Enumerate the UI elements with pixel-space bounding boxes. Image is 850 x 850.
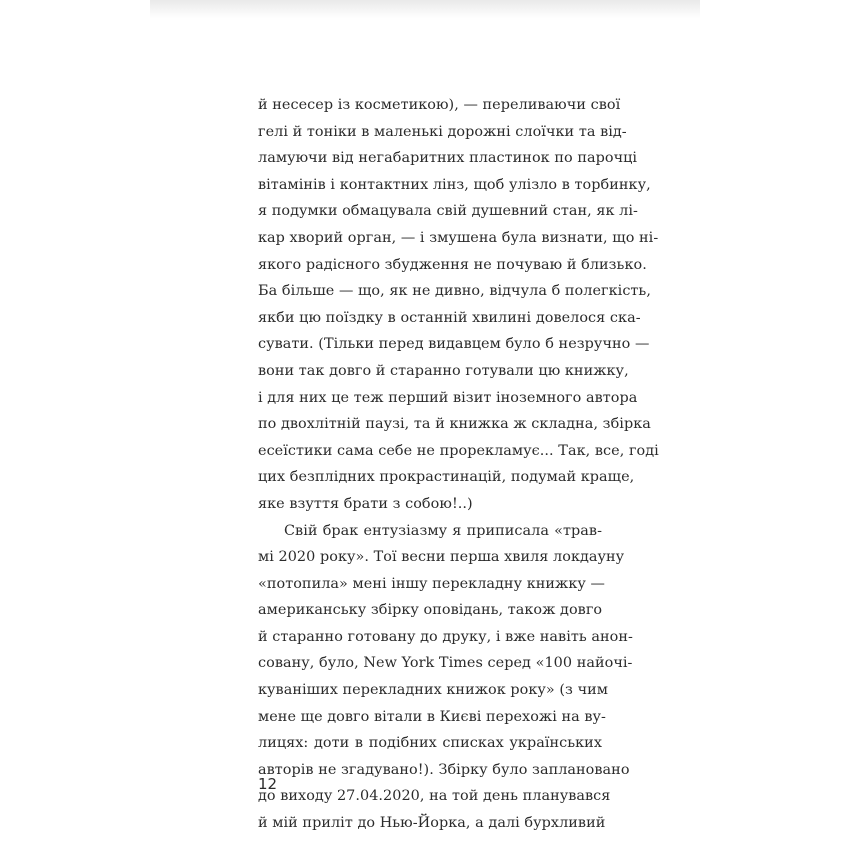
text-line: якби цю поїздку в останній хвилині довелося ска-	[258, 309, 641, 326]
text-line: совану, було, New York Times серед «100 найочі-	[258, 655, 633, 672]
scan-edge-shadow	[150, 0, 700, 18]
text-line: мене ще довго вітали в Києві перехожі на ву-	[258, 708, 606, 725]
text-line: по двохлітній паузі, та й книжка ж складна, збірка	[258, 416, 651, 433]
text-line-paragraph-start: Свій брак ентузіазму я приписала «трав-	[284, 522, 602, 539]
text-line: Ба більше — що, як не дивно, відчула б полегкість,	[258, 283, 651, 300]
text-line: мі 2020 року». Тої весни перша хвиля локдауну	[258, 549, 625, 566]
text-line: й старанно готовану до друку, і вже навіть анон-	[258, 628, 633, 645]
text-line-paragraph-end: яке взуття брати з собою!..)	[258, 495, 473, 512]
page-number: 12	[258, 775, 278, 793]
text-line: і для них це теж перший візит іноземного автора	[258, 389, 638, 406]
body-text	[258, 92, 659, 837]
text-line: я подумки обмацувала свій душевний стан, як лі-	[258, 203, 638, 220]
text-line: до виходу 27.04.2020, на той день планувався	[258, 788, 611, 805]
text-line: вони так довго й старанно готували цю книжку,	[258, 362, 629, 379]
text-line: гелі й тоніки в маленькі дорожні слоїчки та від-	[258, 123, 627, 140]
text-line: лицях: доти в подібних списках українських	[258, 735, 602, 752]
text-line: есеїстики сама себе не прорекламує... Так, все, годі	[258, 442, 659, 459]
text-line: «потопила» мені іншу перекладну книжку —	[258, 575, 605, 592]
text-line: вітамінів і контактних лінз, щоб улізло в торбинку,	[258, 176, 651, 193]
text-line: й мій приліт до Нью-Йорка, а далі бурхливий	[258, 815, 606, 832]
text-line: авторів не згадувано!). Збірку було заплановано	[258, 761, 630, 778]
text-line: американську збірку оповідань, також довго	[258, 602, 603, 619]
text-line: й несесер із косметикою), — переливаючи свої	[258, 97, 621, 113]
text-line: ламуючи від негабаритних пластинок по парочці	[258, 150, 638, 167]
text-line: сувати. (Тільки перед видавцем було б незручно —	[258, 336, 650, 353]
text-line: кар хворий орган, — і змушена була визнати, що ні-	[258, 229, 659, 246]
text-line: якого радісного збудження не почуваю й близько.	[258, 256, 647, 273]
text-line: цих безплідних прокрастинацій, подумай краще,	[258, 469, 635, 486]
text-line: куваніших перекладних книжок року» (з чим	[258, 682, 609, 699]
